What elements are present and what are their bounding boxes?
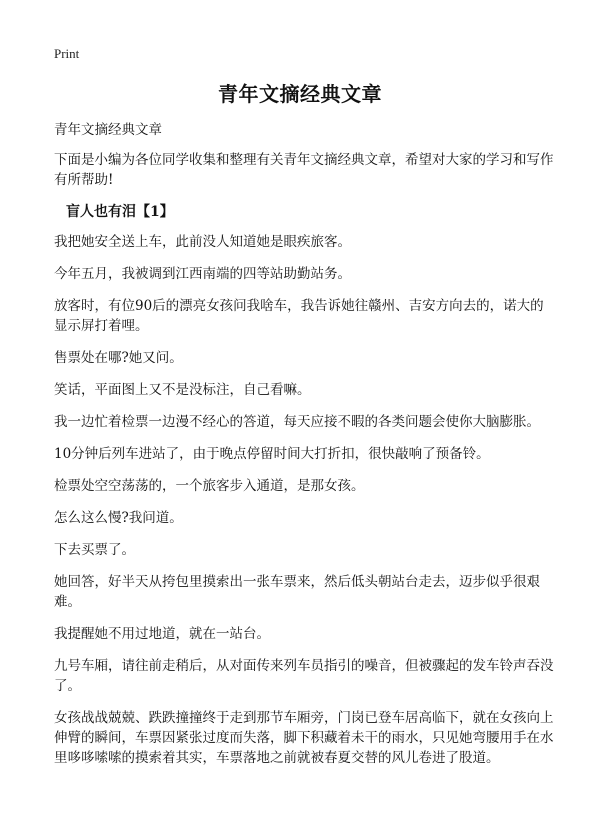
paragraph: 我一边忙着检票一边漫不经心的答道，每天应接不暇的各类问题会使你大脑膨胀。 xyxy=(54,414,540,430)
paragraph: 她回答，好半天从挎包里摸索出一张车票来，然后低头朝站台走去，迈步似乎很艰难。 xyxy=(54,574,540,610)
paragraph: 我把她安全送上车，此前没人知道她是眼疾旅客。 xyxy=(54,234,351,250)
paragraph: 检票处空空荡荡的，一个旅客步入通道，是那女孩。 xyxy=(54,478,365,494)
article-title: 青年文摘经典文章 xyxy=(218,82,382,106)
print-link[interactable]: Print xyxy=(54,46,80,61)
paragraph: 放客时，有位90后的漂亮女孩问我啥车，我告诉她往赣州、吉安方向去的，诺大的显示屏打着哩。 xyxy=(54,298,544,334)
paragraph: 今年五月，我被调到江西南端的四等站助勤站务。 xyxy=(54,266,351,282)
paragraph: 下去买票了。 xyxy=(54,542,135,558)
section-heading: 盲人也有泪【1】 xyxy=(66,204,174,220)
paragraph: 怎么这么慢?我问道。 xyxy=(54,510,183,526)
article-subtitle: 青年文摘经典文章 xyxy=(54,122,162,138)
paragraph: 九号车厢，请往前走稍后，从对面传来列车员指引的噪音，但被骤起的发车铃声吞没了。 xyxy=(54,658,554,694)
paragraph: 售票处在哪?她又问。 xyxy=(54,350,183,366)
paragraph: 笑话，平面图上又不是没标注，自己看嘛。 xyxy=(54,382,311,398)
paragraph: 女孩战战兢兢、跌跌撞撞终于走到那节车厢旁，门岗已登车居高临下，就在女孩向上伸臂的瞬间，车票因紧张过度而失落，脚下积藏着未干的雨水，只见她弯腰用手在水里哆哆嗦嗦的摸索着其实，车票落地之前就被春夏交替的风儿卷进了股道。 xyxy=(54,710,554,766)
article-body xyxy=(54,120,554,780)
paragraph: 10分钟后列车进站了，由于晚点停留时间大打折扣，很快敲响了预备铃。 xyxy=(54,446,490,462)
article-intro: 下面是小编为各位同学收集和整理有关青年文摘经典文章，希望对大家的学习和写作有所帮助! xyxy=(54,152,554,188)
paragraph: 我提醒她不用过地道，就在一站台。 xyxy=(54,626,270,642)
